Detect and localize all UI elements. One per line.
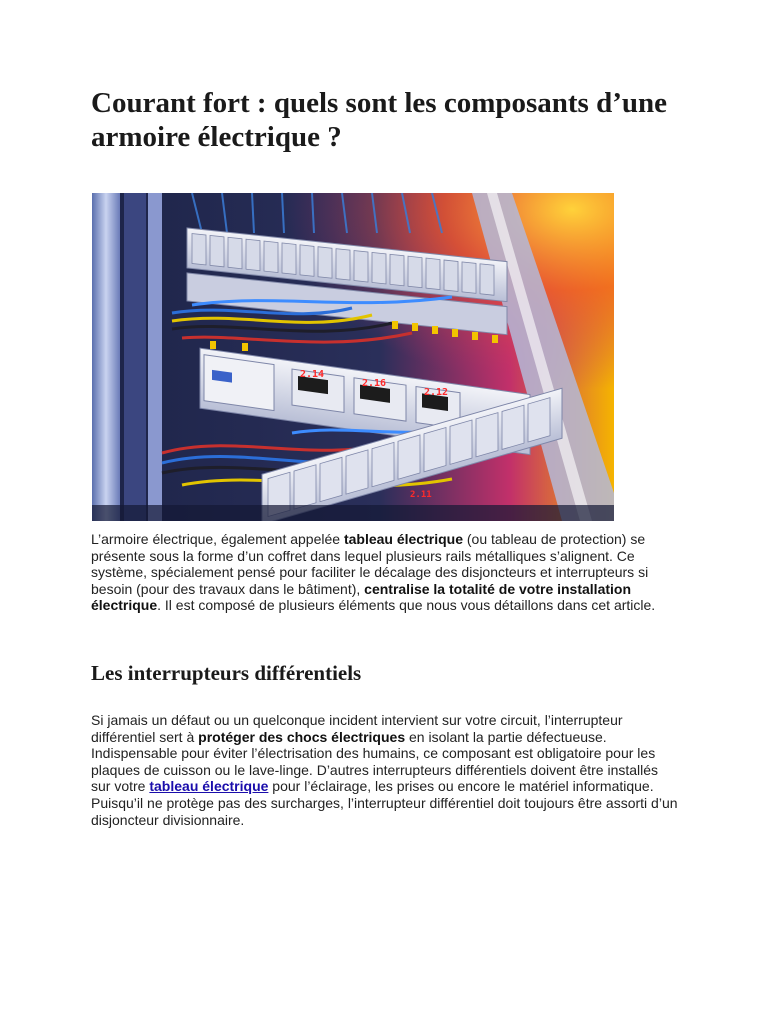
meter-display-2: 2.16 (362, 378, 387, 389)
tableau-electrique-link[interactable]: tableau électrique (149, 778, 269, 795)
meter-display-1: 2.14 (300, 369, 325, 380)
page-title: Courant fort : quels sont les composants d’une armoire électrique ? (91, 87, 668, 153)
electrical-panel-illustration (92, 193, 614, 521)
intro-paragraph: L’armoire électrique, également appelée tableau électrique (ou tableau de protection) se présente sous la forme d’un coffret dans lequel plusieurs rails métalliques s’alignent. Ce système, spécialement pensé pour faciliter le décalage des disjoncteurs et interrupteurs si besoin (pour des travaux dans le bâtiment), centralise la totalité de votre installation électrique. Il est composé de plusieurs éléments que nous vous détaillons dans cet article. (91, 531, 656, 614)
meter-display-3: 2.12 (424, 387, 449, 398)
section-paragraph: Si jamais un défaut ou un quelconque incident intervient sur votre circuit, l’interrupteur différentiel sert à protéger des chocs électriques en isolant la partie défectueuse. Indispensable pour éviter l’électrisation des humains, ce composant est obligatoire pour les plaques de cuisson ou le lave-linge. D’autres interrupteurs différentiels doivent être installés sur votre tableau électrique pour l’éclairage, les prises ou encore le matériel informatique. Puisqu’il ne protège pas des surcharges, l’interrupteur différentiel doit toujours être assorti d’un disjoncteur divisionnaire. (91, 712, 678, 828)
electrical-panel-photo (92, 193, 614, 521)
section-heading: Les interrupteurs différentiels (91, 661, 362, 685)
meter-display-4: 2.11 (410, 490, 432, 500)
